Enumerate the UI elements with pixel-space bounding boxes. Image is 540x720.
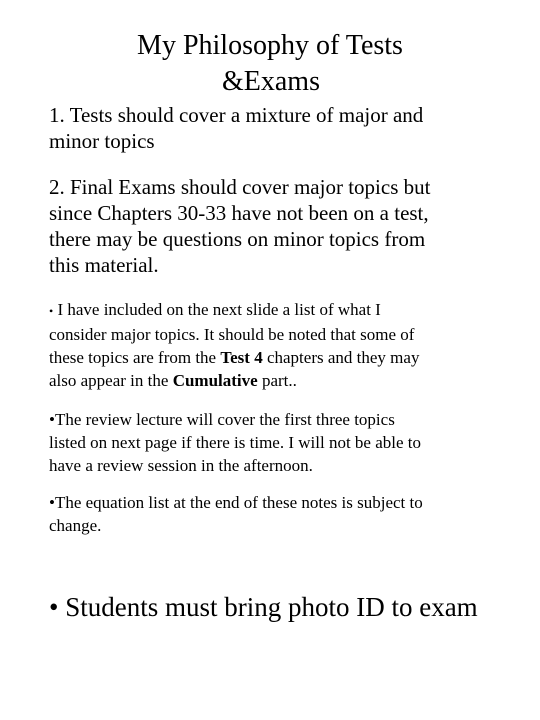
point-1-line-1: 1. Tests should cover a mixture of major and: [49, 103, 424, 127]
bullet-1-line-4: [49, 369, 499, 392]
point-2-line-4: this material.: [49, 253, 159, 277]
point-2-line-3: there may be questions on minor topics from: [49, 227, 426, 251]
photo-id-bullet: • Students must bring photo ID to exam: [49, 592, 478, 622]
bullet-1-line-2: consider major topics. It should be noted that some of: [49, 325, 415, 344]
cumulative-bold: Cumulative: [172, 371, 258, 390]
bullet-1-line-3: [49, 346, 499, 369]
bullet-equation-list: [49, 491, 499, 537]
bullet-1-line-3-post: chapters and they may: [262, 348, 420, 367]
bullet-review-lecture: [49, 408, 499, 477]
bullet-1-line-4-post: part..: [257, 371, 297, 390]
point-2: [49, 174, 499, 278]
title-line-1: My Philosophy of Tests: [137, 30, 403, 61]
point-2-line-1: 2. Final Exams should cover major topics but: [49, 175, 431, 199]
bullet-1-line-4-pre: also appear in the: [49, 371, 173, 390]
slide-title: [60, 28, 480, 100]
point-1-line-2: minor topics: [49, 129, 155, 153]
bullet-2-line-3: have a review session in the afternoon.: [49, 456, 313, 475]
test-4-bold: Test 4: [220, 348, 263, 367]
point-1: [49, 102, 499, 154]
bullet-major-topics: [49, 298, 499, 392]
bullet-3-line-1: •The equation list at the end of these notes is subject to: [49, 493, 423, 512]
bullet-2-line-1: •The review lecture will cover the first three topics: [49, 410, 395, 429]
bullet-1-line-3-pre: these topics are from the: [49, 348, 221, 367]
bullet-marker: •: [49, 304, 54, 318]
bullet-1-line-1: [49, 298, 499, 323]
title-line-2: &Exams: [222, 66, 320, 97]
bullet-2-line-2: listed on next page if there is time. I will not be able to: [49, 433, 422, 452]
point-2-line-2: since Chapters 30-33 have not been on a test,: [49, 201, 429, 225]
bullet-3-line-2: change.: [49, 516, 102, 535]
bullet-1-text-1: I have included on the next slide a list of what I: [53, 300, 381, 319]
